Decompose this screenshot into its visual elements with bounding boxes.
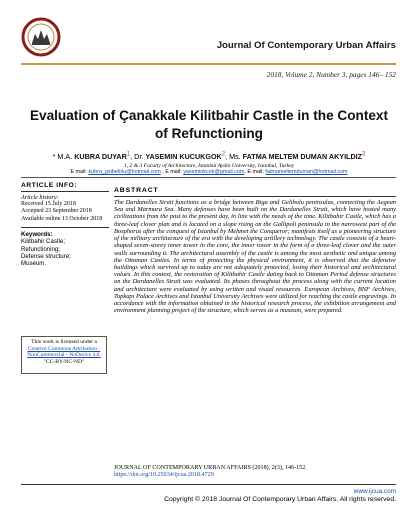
- keywords-divider: [21, 227, 109, 228]
- paper-title: Evaluation of Çanakkale Kilitbahir Castle in the Context of Refunctioning: [29, 108, 389, 141]
- abstract-heading: ABSTRACT: [114, 187, 159, 194]
- issue-line: 2018, Volume 2, Number 3, pages 146– 152: [266, 70, 396, 79]
- email-link-3[interactable]: fatmameltemduman@hotmail.com: [265, 169, 348, 175]
- author-1: * M.A. KUBRA DUYAR$^1$,: [52, 152, 135, 162]
- license-link[interactable]: Creative Commons Attribution - NonCommercial - NoDerivs 4.0.: [27, 345, 101, 359]
- email-link-2[interactable]: yaseminkcok@gmail.com: [183, 169, 245, 175]
- footer-rule: [21, 484, 396, 485]
- keyword-item: Kilitbahir Castle;: [21, 238, 66, 246]
- history-received: Received 15 July 2018: [21, 201, 76, 207]
- keywords-title: Keywords:: [21, 231, 53, 239]
- abstract-divider: [114, 196, 396, 197]
- keyword-item: Defense structure;: [21, 252, 71, 260]
- divider: [21, 177, 396, 178]
- author-emails: E mail: kubra_gsibelolu@hotmail.com , E mail: yaseminkcok@gmail.com, E mail: fatmameltemduman@hotmail.com: [70, 169, 348, 175]
- website-link[interactable]: www.ijcua.com: [353, 488, 396, 495]
- history-accepted: Accepted 23 September 2018: [21, 208, 92, 215]
- abstract-text: The Dardanelles Strait functions as a bridge between Biga and Gelibolu peninsulas, connecting the Aegean Sea and Marmara Sea. Many defenses have been built on the Dardanelles Strait, which have hosted many civilizations from the past to the present day, in line with the needs of the time. Kilitbahir Castle, which has a three-leaf clover plan and is located on a slope rising on the Gallipoli peninsula in the narrowest part of the Bosphorus after the conquest of Istanbul by Mehmet the Conqueror; manifests itself as a pioneering structure of the military architecture of the era with the developing artillery technology. The castle consists of a heart-shaped seven-storey inner tower in the core, the inner tower in the form of a three-leaf clover and the outer walls surrounding it. The architectural assembly of the castle is among the most aesthetic and unique among the Ottoman Castles. In terms of protecting the physical environment, it is observed that the defensive buildings which survived up to today are not adequately protected, losing their historical and architectural values. In this context, the restoration of Kilitbahir Castle dating back to Ottoman Period defense structures on the Dardanelles Strait was evaluated. Its phases throughout the process along with the current location and architecture were evaluated by using written and visual resources. European Archives, BNF Archives, Topkapı Palace Archives and Istanbul University Archives were utilized for reaching the castle engravings. In accordance with the information obtained in the historical research process, the exhibition arrangement and environment planning project of the structure, which serves as a museum, were prepared.: [114, 199, 396, 315]
- author-2: Dr. YASEMIN KUCUKGOK$^2$,: [134, 152, 230, 162]
- history-online: Available online 13 October 2018: [21, 215, 103, 222]
- author-3: Ms. FATMA MELTEM DUMAN AKYILDIZ$^3$: [229, 152, 366, 162]
- keyword-item: Refunctioning;: [21, 245, 60, 253]
- history-title: Article history:: [21, 194, 59, 201]
- journal-logo: [21, 17, 61, 57]
- citation: [114, 465, 396, 479]
- email-link-1[interactable]: kubra_gsibelolu@hotmail.com: [88, 169, 161, 175]
- article-info-heading: ARTICLE INFO:: [21, 182, 109, 192]
- copyright: Copyright © 2018 Journal Of Contemporary Urban Affairs. All rights reserved.: [164, 496, 396, 503]
- citation-text: JOURNAL OF CONTEMPORARY URBAN AFFAIRS (2018), 2(3), 146-152.: [114, 465, 307, 471]
- author-list: [22, 152, 396, 161]
- affiliation: 1, 2 & 3 Faculty of Architecture, Istanbul Aydin University, Istanbul, Turkey: [123, 163, 295, 169]
- doi-link[interactable]: https://doi.org/10.25034/ijcua.2018.4729: [114, 472, 214, 478]
- article-info-panel: [21, 181, 109, 267]
- journal-name: Journal Of Contemporary Urban Affairs: [216, 40, 396, 51]
- header-rule: [21, 63, 396, 65]
- keyword-item: Museum.: [21, 260, 47, 268]
- license-box: This work is licensed under a Creative Commons Attribution - NonCommercial - NoDerivs 4.0. "CC-BY-NC-ND": [21, 336, 107, 374]
